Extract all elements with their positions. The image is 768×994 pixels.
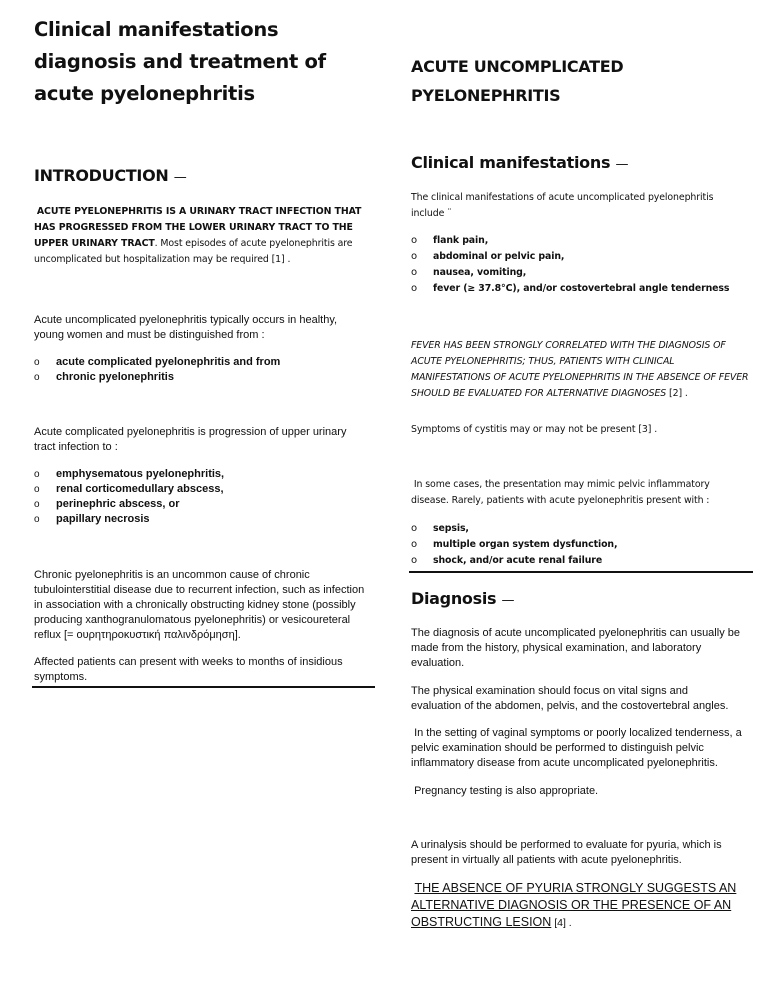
complicated-paragraph: Acute complicated pyelonephritis is progression of upper urinary tract infection to : xyxy=(34,426,347,453)
list-item: o acute complicated pyelonephritis and from xyxy=(34,355,374,370)
diagnosis-paragraph-2: The physical examination should focus on vital signs and evaluation of the abdomen, pelvis, and the costovertebral angles. xyxy=(411,685,729,712)
pyuria-caps-text: THE ABSENCE OF PYURIA STRONGLY SUGGESTS AN ALTERNATIVE DIAGNOSIS OR THE PRESENCE OF AN OBSTRUCTING LESION xyxy=(411,881,737,929)
list-item: o renal corticomedullary abscess, xyxy=(34,482,374,497)
list-item: o multiple organ system dysfunction, xyxy=(411,537,754,553)
list-item: o fever (≥ 37.8°C), and/or costovertebral angle tenderness xyxy=(411,281,754,297)
clinical-manifestations-heading: Clinical manifestations — xyxy=(411,153,629,172)
affected-paragraph: Affected patients can present with weeks to months of insidious symptoms. xyxy=(34,656,343,683)
introduction-paragraph: ACUTE PYELONEPHRITIS IS A URINARY TRACT INFECTION THAT HAS PROGRESSED FROM THE LOWER URINARY TRACT TO THE UPPER URINARY TRACT. Most episodes of acute pyelonephritis are uncomplicated but hospitalization may be required [1] . xyxy=(34,206,362,265)
chronic-paragraph: Chronic pyelonephritis is an uncommon cause of chronic tubulointerstitial disease due to recurrent infection, such as infection in association with a chronically obstructing kidney stone (possibly producing xanthogranulomatous pyelonephritis) or vesicoureteral reflux [= ουρητηροκυστική παλινδρόμηση]. xyxy=(34,569,365,641)
list-item: o abdominal or pelvic pain, xyxy=(411,249,754,265)
clinical-list xyxy=(411,233,754,297)
diagnosis-paragraph-3: In the setting of vaginal symptoms or poorly localized tenderness, a pelvic examination should be performed to distinguish pelvic inflammatory disease from acute uncomplicated pyelonephritis. xyxy=(411,727,742,769)
list-item: o nausea, vomiting, xyxy=(411,265,754,281)
severe-list xyxy=(411,521,754,569)
complicated-list xyxy=(34,467,374,527)
distinguish-list xyxy=(34,355,374,385)
list-item: o papillary necrosis xyxy=(34,512,374,527)
diagnosis-paragraph-4: Pregnancy testing is also appropriate. xyxy=(414,785,599,797)
introduction-heading: INTRODUCTION — xyxy=(34,166,187,185)
list-item: o perinephric abscess, or xyxy=(34,497,374,512)
distinguish-paragraph: Acute uncomplicated pyelonephritis typically occurs in healthy, young women and must be distinguished from : xyxy=(34,314,338,341)
section-divider xyxy=(409,571,753,573)
diagnosis-paragraph-5: A urinalysis should be performed to evaluate for pyuria, which is present in virtually all patients with acute pyelonephritis. xyxy=(411,839,722,866)
diagnosis-paragraph-1: The diagnosis of acute uncomplicated pyelonephritis can usually be made from the history, physical examination, and laboratory evaluation. xyxy=(411,627,740,669)
mimic-paragraph: In some cases, the presentation may mimic pelvic inflammatory disease. Rarely, patients with acute pyelonephritis present with : xyxy=(411,479,710,506)
clinical-intro: The clinical manifestations of acute uncomplicated pyelonephritis include ¨ xyxy=(411,192,714,219)
pyuria-paragraph: THE ABSENCE OF PYURIA STRONGLY SUGGESTS AN ALTERNATIVE DIAGNOSIS OR THE PRESENCE OF AN OBSTRUCTING LESION [4] . xyxy=(411,881,737,929)
list-item: o shock, and/or acute renal failure xyxy=(411,553,754,569)
list-item: o chronic pyelonephritis xyxy=(34,370,374,385)
list-item: o emphysematous pyelonephritis, xyxy=(34,467,374,482)
diagnosis-heading: Diagnosis — xyxy=(411,589,515,608)
document-title: Clinical manifestations diagnosis and treatment of acute pyelonephritis xyxy=(34,18,326,105)
list-item: o sepsis, xyxy=(411,521,754,537)
section-title: ACUTE UNCOMPLICATED PYELONEPHRITIS xyxy=(411,57,624,105)
list-item: o flank pain, xyxy=(411,233,754,249)
section-divider xyxy=(32,686,375,688)
cystitis-paragraph: Symptoms of cystitis may or may not be present [3] . xyxy=(411,424,658,435)
fever-caps-text: FEVER HAS BEEN STRONGLY CORRELATED WITH THE DIAGNOSIS OF ACUTE PYELONEPHRITIS; THUS, PATIENTS WITH CLINICAL MANIFESTATIONS OF ACUTE PYELONEPHRITIS IN THE ABSENCE OF FEVER SHOULD BE EVALUATED FOR ALTERNATIVE DIAGNOSES xyxy=(411,340,749,399)
intro-definition-caps: ACUTE PYELONEPHRITIS IS A URINARY TRACT INFECTION THAT HAS PROGRESSED FROM THE LOWER URINARY TRACT TO THE UPPER URINARY TRACT xyxy=(34,206,362,249)
fever-paragraph: FEVER HAS BEEN STRONGLY CORRELATED WITH THE DIAGNOSIS OF ACUTE PYELONEPHRITIS; THUS, PATIENTS WITH CLINICAL MANIFESTATIONS OF ACUTE PYELONEPHRITIS IN THE ABSENCE OF FEVER SHOULD BE EVALUATED FOR ALTERNATIVE DIAGNOSES [2] . xyxy=(411,340,749,399)
